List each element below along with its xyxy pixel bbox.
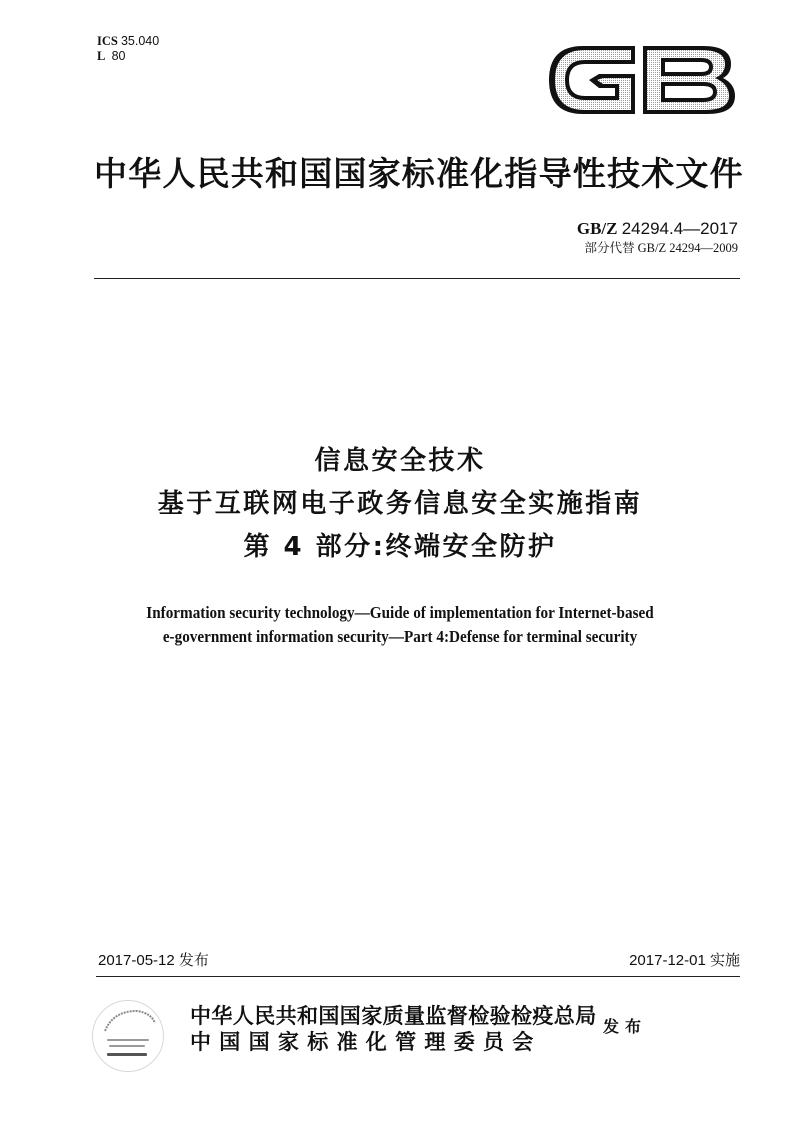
header-divider (94, 278, 740, 279)
publish-label: 发布 (603, 1017, 648, 1036)
ccs-code: L 80 (97, 49, 126, 63)
issuer-line-1: 中华人民共和国国家质量监督检验检疫总局 (190, 1003, 597, 1028)
ics-code: ICS 35.040 (97, 34, 160, 48)
standard-number: GB/Z 24294.4—2017 (576, 219, 738, 238)
implementation-date: 2017-12-01 实施 (629, 952, 740, 969)
title-en-line-2: e-government information security—Part 4:Defense for terminal security (162, 627, 638, 646)
footer-divider (96, 976, 740, 977)
document-type-heading: 中华人民共和国国家标准化指导性技术文件 (94, 154, 744, 193)
issuer-line-2: 中国国家标准化管理委员会 (190, 1029, 542, 1054)
title-en-line-1: Information security technology—Guide of implementation for Internet-based (146, 603, 654, 622)
anti-counterfeit-seal-icon (92, 1000, 164, 1072)
gb-logo-icon (543, 40, 743, 120)
replaces-note: 部分代替 GB/Z 24294—2009 (584, 241, 738, 255)
title-cn-line-1: 信息安全技术 (314, 446, 486, 476)
title-cn-line-2: 基于互联网电子政务信息安全实施指南 (157, 489, 643, 519)
issue-date: 2017-05-12 发布 (98, 952, 209, 969)
classification-codes (97, 34, 159, 64)
title-cn-line-3: 第 4 部分:终端安全防护 (243, 532, 557, 562)
